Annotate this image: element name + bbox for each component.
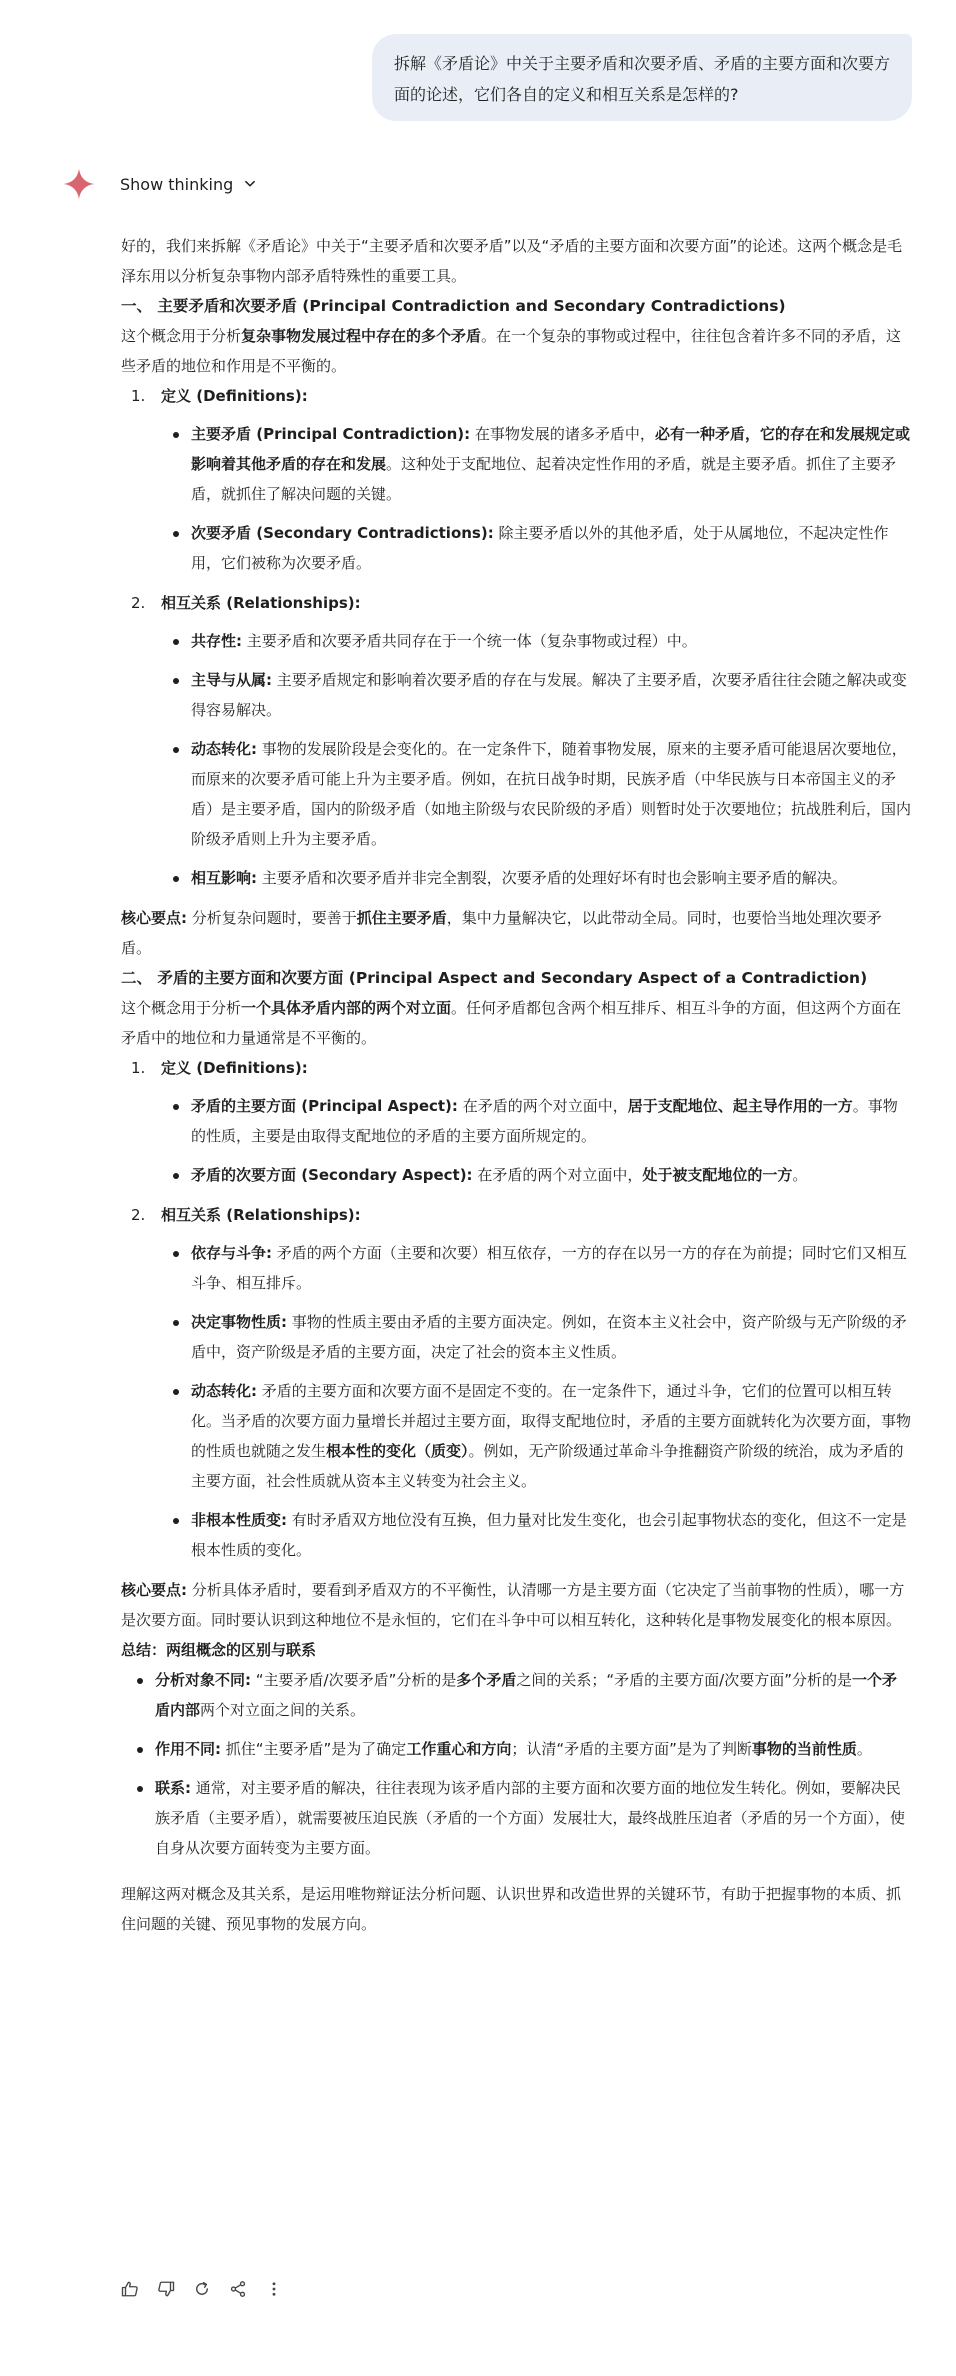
intro-paragraph: 好的，我们来拆解《矛盾论》中关于“主要矛盾和次要矛盾”以及“矛盾的主要方面和次要方面”的论述。这两个概念是毛泽东用以分析复杂事物内部矛盾特殊性的重要工具。 [121, 237, 903, 285]
list-item: 作用不同: 抓住“主要矛盾”是为了确定工作重心和方向；认清“矛盾的主要方面”是为了判断事物的当前性质。 [135, 1734, 911, 1764]
list-item: 共存性: 主要矛盾和次要矛盾共同存在于一个统一体（复杂事物或过程）中。 [171, 626, 911, 656]
list-item: 动态转化: 事物的发展阶段是会变化的。在一定条件下，随着事物发展，原来的主要矛盾可能退居次要地位，而原来的次要矛盾可能上升为主要矛盾。例如，在抗日战争时期，民族矛盾（中华民族与日本帝国主义的矛盾）是主要矛盾，国内的阶级矛盾（如地主阶级与农民阶级的矛盾）则暂时处于次要地位；抗战胜利后，国内阶级矛盾则上升为主要矛盾。 [171, 734, 911, 854]
list-item: 矛盾的次要方面 (Secondary Aspect): 在矛盾的两个对立面中，处于被支配地位的一方。 [171, 1160, 911, 1190]
section-1-description: 这个概念用于分析复杂事物发展过程中存在的多个矛盾。在一个复杂的事物或过程中，往往包含着许多不同的矛盾，这些矛盾的地位和作用是不平衡的。 [121, 327, 902, 375]
section-2-description: 这个概念用于分析一个具体矛盾内部的两个对立面。任何矛盾都包含两个相互排斥、相互斗争的方面，但这两个方面在矛盾中的地位和力量通常是不平衡的。 [121, 999, 902, 1047]
s2-relationships-list [171, 1238, 911, 1565]
user-message-bubble: 拆解《矛盾论》中关于主要矛盾和次要矛盾、矛盾的主要方面和次要方面的论述，它们各自的定义和相互关系是怎样的? [372, 34, 912, 121]
show-thinking-toggle[interactable] [62, 164, 257, 204]
s2-core-point: 核心要点: 分析具体矛盾时，要看到矛盾双方的不平衡性，认清哪一方是主要方面（它决定了当前事物的性质），哪一方是次要方面。同时要认识到这种地位不是永恒的，它们在斗争中可以相互转化，这种转化是事物发展变化的根本原因。 [121, 1581, 905, 1629]
thumb-up-icon[interactable] [120, 2279, 140, 2299]
show-thinking-label: Show thinking [120, 174, 234, 194]
list-item: 分析对象不同: “主要矛盾/次要矛盾”分析的是多个矛盾之间的关系；“矛盾的主要方面/次要方面”分析的是一个矛盾内部两个对立面之间的关系。 [135, 1665, 911, 1725]
s2-definitions-list [171, 1091, 911, 1190]
list-item: 动态转化: 矛盾的主要方面和次要方面不是固定不变的。在一定条件下，通过斗争，它们的位置可以相互转化。当矛盾的次要方面力量增长并超过主要方面，取得支配地位时，矛盾的主要方面就转化为次要方面，事物的性质也就随之发生根本性的变化（质变）。例如，无产阶级通过革命斗争推翻资产阶级的统治，成为矛盾的主要方面，社会性质就从资本主义转变为社会主义。 [171, 1376, 911, 1496]
summary-list [135, 1665, 911, 1863]
chevron-down-icon [243, 177, 257, 191]
response-actions [120, 2275, 284, 2303]
list-item: 主导与从属: 主要矛盾规定和影响着次要矛盾的存在与发展。解决了主要矛盾，次要矛盾往往会随之解决或变得容易解决。 [171, 665, 911, 725]
s2-definitions-item: 1. 定义 (Definitions): [131, 1059, 308, 1077]
more-vert-icon[interactable] [264, 2279, 284, 2299]
list-item: 矛盾的主要方面 (Principal Aspect): 在矛盾的两个对立面中，居于支配地位、起主导作用的一方。事物的性质，主要是由取得支配地位的矛盾的主要方面所规定的。 [171, 1091, 911, 1151]
gemini-spark-icon [62, 167, 96, 201]
list-item: 非根本性质变: 有时矛盾双方地位没有互换，但力量对比发生变化，也会引起事物状态的变化，但这不一定是根本性质的变化。 [171, 1505, 911, 1565]
summary-heading: 总结：两组概念的区别与联系 [121, 1641, 317, 1659]
section-2-heading: 二、 矛盾的主要方面和次要方面 (Principal Aspect and Secondary Aspect of a Contradiction) [121, 969, 868, 987]
list-item: 次要矛盾 (Secondary Contradictions): 除主要矛盾以外的其他矛盾，处于从属地位，不起决定性作用，它们被称为次要矛盾。 [171, 518, 911, 578]
list-item: 联系: 通常，对主要矛盾的解决，往往表现为该矛盾内部的主要方面和次要方面的地位发生转化。例如，要解决民族矛盾（主要矛盾），就需要被压迫民族（矛盾的一个方面）发展壮大，最终战胜压迫者（矛盾的另一个方面），使自身从次要方面转变为主要方面。 [135, 1773, 911, 1863]
s1-definitions-item: 1. 定义 (Definitions): [131, 387, 308, 405]
list-item: 相互影响: 主要矛盾和次要矛盾并非完全割裂，次要矛盾的处理好坏有时也会影响主要矛盾的解决。 [171, 863, 911, 893]
list-item: 依存与斗争: 矛盾的两个方面（主要和次要）相互依存，一方的存在以另一方的存在为前提；同时它们又相互斗争、相互排斥。 [171, 1238, 911, 1298]
closing-paragraph: 理解这两对概念及其关系，是运用唯物辩证法分析问题、认识世界和改造世界的关键环节，有助于把握事物的本质、抓住问题的关键、预见事物的发展方向。 [121, 1885, 902, 1933]
thumb-down-icon[interactable] [156, 2279, 176, 2299]
list-item: 主要矛盾 (Principal Contradiction): 在事物发展的诸多矛盾中，必有一种矛盾，它的存在和发展规定或影响着其他矛盾的存在和发展。这种处于支配地位、起着决定性作用的矛盾，就是主要矛盾。抓住了主要矛盾，就抓住了解决问题的关键。 [171, 419, 911, 509]
s2-relationships-item: 2. 相互关系 (Relationships): [131, 1206, 361, 1224]
s1-definitions-list [171, 419, 911, 578]
share-icon[interactable] [228, 2279, 248, 2299]
model-response [121, 231, 911, 1939]
section-1-heading: 一、 主要矛盾和次要矛盾 (Principal Contradiction and Secondary Contradictions) [121, 297, 786, 315]
s1-relationships-item: 2. 相互关系 (Relationships): [131, 594, 361, 612]
s1-relationships-list [171, 626, 911, 893]
list-item: 决定事物性质: 事物的性质主要由矛盾的主要方面决定。例如，在资本主义社会中，资产阶级与无产阶级的矛盾中，资产阶级是矛盾的主要方面，决定了社会的资本主义性质。 [171, 1307, 911, 1367]
s1-core-point: 核心要点: 分析复杂问题时，要善于抓住主要矛盾，集中力量解决它，以此带动全局。同时，也要恰当地处理次要矛盾。 [121, 909, 882, 957]
refresh-icon[interactable] [192, 2279, 212, 2299]
